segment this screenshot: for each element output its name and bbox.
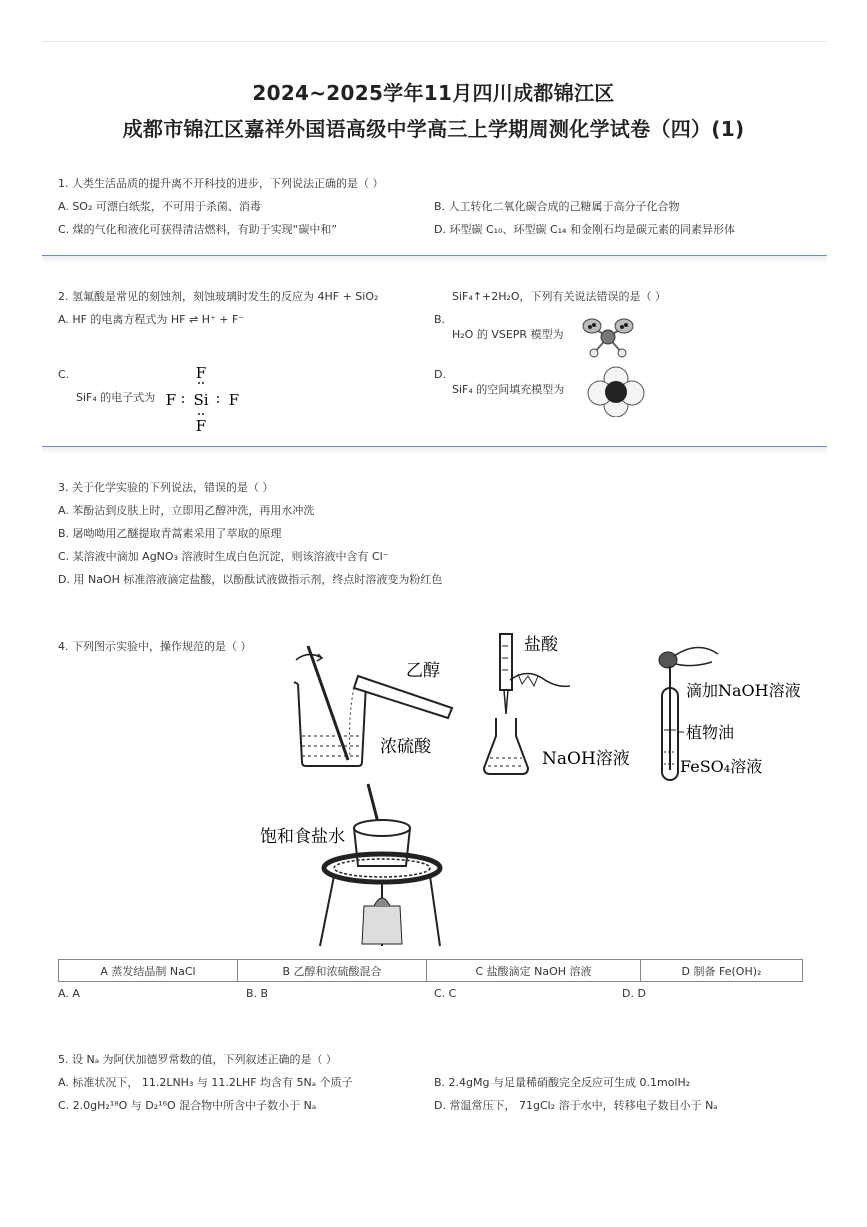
option-a[interactable]: A. 苯酚沾到皮肤上时，立即用乙醇冲洗，再用水冲洗 [58, 504, 315, 517]
svg-text:F: F [195, 417, 207, 435]
option-a[interactable]: A. HF 的电离方程式为 HF ⇌ H⁺ + F⁻ [58, 313, 245, 326]
table-cell-c: C 盐酸滴定 NaOH 溶液 [427, 960, 641, 982]
figure-mixing-ethanol-acid [288, 636, 460, 772]
option-b[interactable]: B. 2.4gMg 与足量稀硝酸完全反应可生成 0.1molH₂ [434, 1076, 691, 1089]
question-stem-continued: SiF₄↑+2H₂O，下列有关说法错误的是（ ） [452, 290, 667, 303]
option-a[interactable]: A. SO₂ 可漂白纸浆，不可用于杀菌、消毒 [58, 200, 261, 213]
figure-evaporation [258, 780, 458, 950]
option-c[interactable]: C. 煤的气化和液化可获得清洁燃料，有助于实现“碳中和” [58, 223, 338, 236]
option-c[interactable]: C. 2.0gH₂¹⁸O 与 D₂¹⁶O 混合物中所含中子数小于 Nₐ [58, 1099, 317, 1112]
svg-text:F: F [228, 391, 240, 409]
option-d[interactable]: D. D [622, 987, 646, 1000]
option-d[interactable]: D. [434, 368, 446, 381]
option-d[interactable]: D. 用 NaOH 标准溶液滴定盐酸，以酚酞试液做指示剂，终点时溶液变为粉红色 [58, 573, 443, 586]
option-a[interactable]: A. A [58, 987, 80, 1000]
question-stem: 5. 设 Nₐ 为阿伏加德罗常数的值，下列叙述正确的是（ ） [58, 1053, 338, 1066]
option-c[interactable]: C. C [434, 987, 457, 1000]
svg-text:NaOH溶液: NaOH溶液 [542, 749, 630, 769]
table-cell-a: A 蒸发结晶制 NaCl [59, 960, 238, 982]
figure-fe-oh-2-preparation [648, 640, 808, 784]
svg-text:FeSO₄溶液: FeSO₄溶液 [680, 757, 763, 776]
space-filling-model-image [586, 365, 646, 417]
option-b[interactable]: B. 人工转化二氧化碳合成的己糖属于高分子化合物 [434, 200, 680, 213]
divider-shadow [42, 447, 827, 455]
svg-text:乙醇: 乙醇 [406, 661, 440, 681]
question-stem: 3. 关于化学实验的下列说法，错误的是（ ） [58, 481, 274, 494]
svg-text:F: F [165, 391, 177, 409]
svg-text:植物油: 植物油 [686, 723, 735, 742]
page-title-line2: 成都市锦江区嘉祥外国语高级中学高三上学期周测化学试卷（四）(1) [122, 117, 745, 141]
svg-text:饱和食盐水: 饱和食盐水 [260, 827, 345, 847]
option-d[interactable]: D. 常温常压下， 71gCl₂ 溶于水中，转移电子数目小于 Nₐ [434, 1099, 718, 1112]
option-b-text: H₂O 的 VSEPR 模型为 [452, 328, 564, 341]
svg-text:Si: Si [193, 391, 209, 409]
table-cell-d: D 制备 Fe(OH)₂ [641, 960, 803, 982]
options-table [58, 959, 803, 982]
option-b[interactable]: B. [434, 313, 446, 326]
question-stem: 1. 人类生活品质的提升离不开科技的进步，下列说法正确的是（ ） [58, 177, 384, 190]
svg-text:浓硫酸: 浓硫酸 [380, 737, 431, 757]
option-c-text: SiF₄ 的电子式为 [76, 391, 156, 404]
option-a[interactable]: A. 标准状况下， 11.2LNH₃ 与 11.2LHF 均含有 5Nₐ 个质子 [58, 1076, 353, 1089]
figure-titration [478, 632, 638, 782]
svg-text:F: F [195, 364, 207, 382]
option-d-text: SiF₄ 的空间填充模型为 [452, 383, 565, 396]
lewis-structure-image [158, 363, 248, 435]
top-divider [42, 41, 827, 42]
question-stem: 2. 氢氟酸是常见的刻蚀剂，刻蚀玻璃时发生的反应为 4HF + SiO₂ [58, 290, 379, 303]
option-b[interactable]: B. 屠呦呦用乙醚提取青蒿素采用了萃取的原理 [58, 527, 282, 540]
page-title-line1: 2024~2025学年11月四川成都锦江区 [252, 81, 615, 105]
table-cell-b: B 乙醇和浓硫酸混合 [238, 960, 427, 982]
vsepr-model-image [578, 313, 638, 359]
divider-shadow [42, 256, 827, 264]
option-b[interactable]: B. B [246, 987, 269, 1000]
option-d[interactable]: D. 环型碳 C₁₀、环型碳 C₁₄ 和金刚石均是碳元素的同素异形体 [434, 223, 735, 236]
option-c[interactable]: C. [58, 368, 70, 381]
svg-text:滴加NaOH溶液: 滴加NaOH溶液 [686, 681, 801, 700]
svg-text:盐酸: 盐酸 [524, 635, 558, 655]
question-stem: 4. 下列图示实验中，操作规范的是（ ） [58, 640, 252, 653]
option-c[interactable]: C. 某溶液中滴加 AgNO₃ 溶液时生成白色沉淀，则该溶液中含有 Cl⁻ [58, 550, 389, 563]
